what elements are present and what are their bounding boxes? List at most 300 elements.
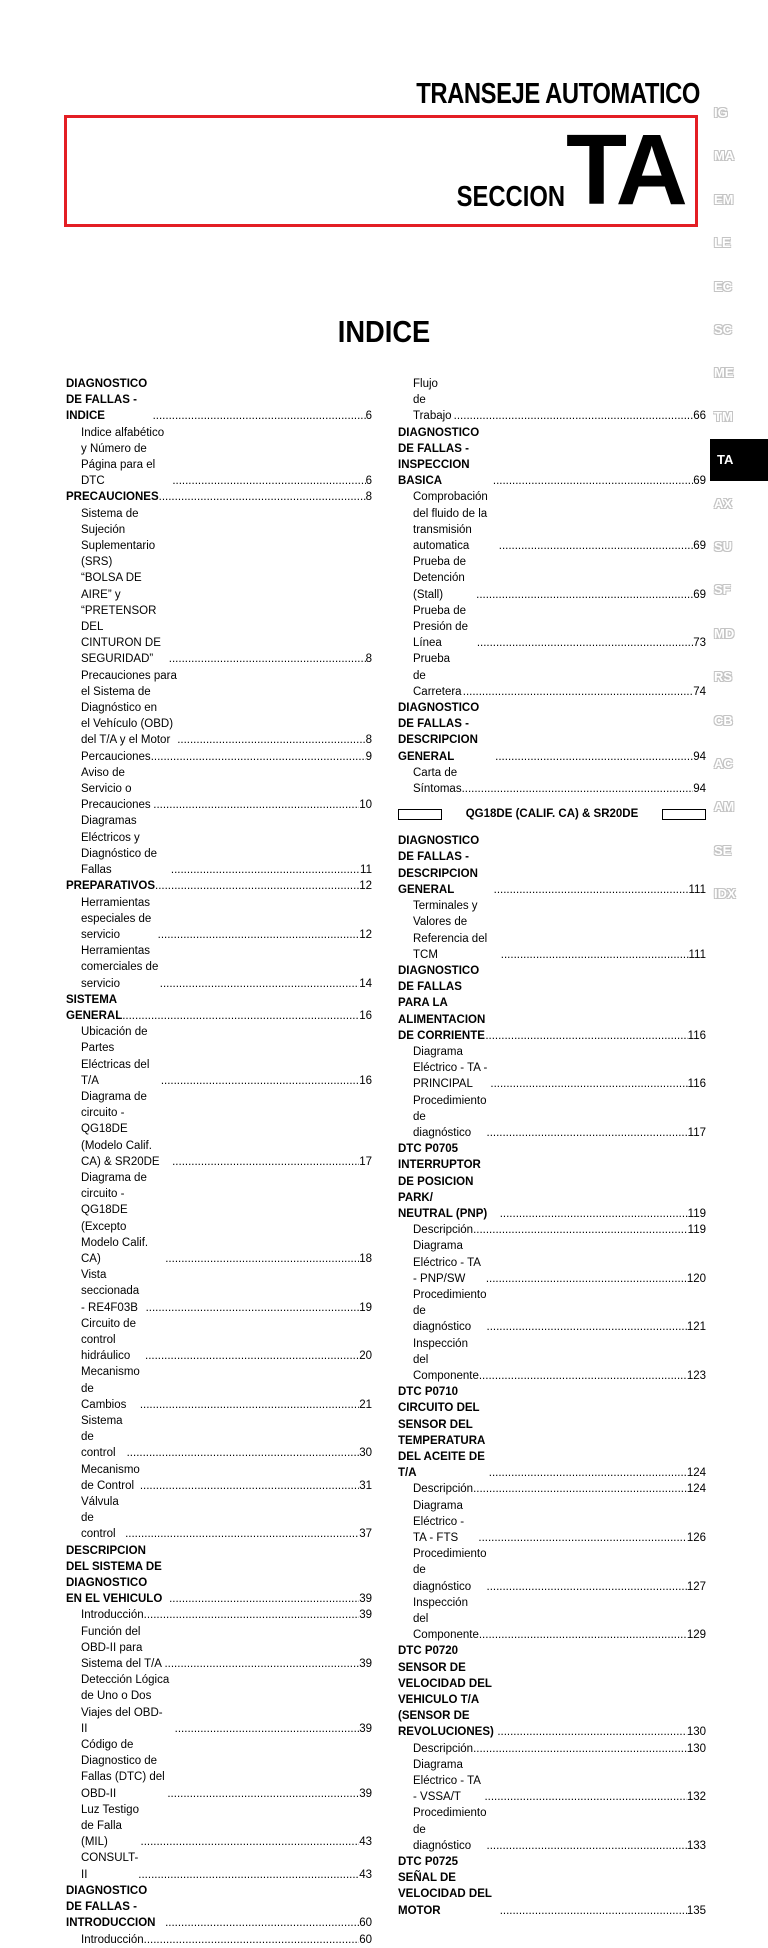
toc-entry-line: Diagrama de circuito - QG18DE (Modelo Calif. — [81, 1090, 152, 1152]
section-code: TA — [566, 114, 684, 226]
toc-entry-title — [398, 425, 493, 490]
toc-subsection-link[interactable] — [66, 1364, 372, 1413]
toc-entry-title — [81, 1850, 138, 1882]
toc-page-number: 8 — [365, 653, 372, 666]
toc-subsection-link[interactable] — [398, 376, 706, 425]
toc-section-link[interactable] — [398, 1643, 706, 1740]
tab-ec[interactable]: EC — [714, 278, 733, 294]
tab-tm[interactable]: TM — [714, 408, 733, 424]
toc-subsection-link[interactable] — [66, 1850, 372, 1882]
toc-entry-line: DIAGNOSTICO DE FALLAS - INSPECCION — [398, 426, 480, 472]
toc-entry-title — [81, 1364, 140, 1413]
dot-leader — [127, 1445, 360, 1461]
toc-page-number: 117 — [687, 1126, 706, 1139]
toc-page-number: 14 — [359, 977, 372, 990]
toc-entry-title — [66, 878, 155, 894]
dot-leader — [478, 1530, 686, 1546]
toc-entry-title — [81, 668, 177, 749]
toc-page-number: 39 — [359, 1787, 372, 1800]
toc-entry-title — [413, 1238, 486, 1287]
toc-subsection-link[interactable] — [66, 1494, 372, 1543]
toc-entry-line: TEMPERATURA DEL ACEITE DE T/A — [398, 1434, 485, 1480]
dot-leader — [140, 1397, 359, 1413]
toc-page-number: 119 — [687, 1224, 706, 1237]
toc-subsection-link[interactable] — [398, 1481, 706, 1497]
toc-page-number: 12 — [359, 880, 372, 893]
toc-entry-line: Indice alfabético y Número de Página para el — [81, 426, 165, 472]
dot-leader — [501, 947, 689, 963]
toc-subsection-link[interactable] — [66, 813, 372, 878]
tab-ta[interactable]: TA — [710, 439, 768, 481]
toc-entry-title — [81, 1624, 164, 1673]
toc-subsection-link[interactable] — [398, 603, 706, 652]
toc-subsection-link[interactable] — [66, 895, 372, 944]
toc-section-link[interactable] — [398, 700, 706, 765]
toc-entry-line: BASICA — [398, 475, 443, 488]
toc-entry-line: Procedimiento de diagnóstico — [413, 1548, 487, 1593]
dot-leader — [153, 408, 366, 424]
toc-entry-line: Diagramas Eléctricos y Diagnóstico de Fallas — [81, 815, 158, 877]
toc-entry-line: PRECAUCIONES — [66, 491, 159, 504]
dot-leader — [165, 1915, 359, 1931]
toc-entry-title — [81, 1462, 140, 1494]
dot-leader — [454, 408, 694, 424]
toc-entry-line: DIAGNOSTICO DE FALLAS - INDICE — [66, 378, 148, 423]
dot-leader — [122, 1008, 359, 1024]
toc-page-number: 30 — [359, 1447, 372, 1460]
toc-page-number: 119 — [687, 1207, 706, 1220]
toc-entry-line: CONSULT-II — [81, 1852, 139, 1881]
engine-divider-label: QG18DE (CALIF. CA) & SR20DE — [465, 808, 639, 821]
toc-entry-line: Vista seccionada - RE4F03B — [81, 1269, 140, 1314]
toc-page-number: 12 — [359, 928, 372, 941]
toc-page-number: 39 — [359, 1609, 372, 1622]
dot-leader — [164, 1656, 359, 1672]
dot-leader — [145, 1348, 359, 1364]
toc-entry-title — [81, 506, 169, 668]
toc-entry-title — [66, 1543, 169, 1608]
dot-leader — [169, 1591, 359, 1607]
toc-entry-line: Herramientas especiales de servicio — [81, 896, 152, 941]
tab-me[interactable]: ME — [714, 365, 734, 381]
toc-page-number: 6 — [365, 475, 372, 488]
toc-page-number: 16 — [359, 1074, 372, 1087]
tab-am[interactable]: AM — [714, 799, 735, 815]
toc-entry-line: DTC — [81, 475, 105, 488]
dot-leader — [144, 1607, 360, 1623]
index-heading: INDICE — [337, 314, 431, 349]
toc-entry-title — [413, 1595, 479, 1644]
toc-subsection-link[interactable] — [66, 1316, 372, 1365]
toc-entry-title — [398, 963, 485, 1044]
toc-page-number: 8 — [365, 734, 372, 747]
toc-page-number: 20 — [359, 1350, 372, 1363]
toc-subsection-link[interactable] — [66, 506, 372, 668]
toc-section-link[interactable] — [398, 1141, 706, 1222]
toc-subsection-link[interactable] — [66, 1607, 372, 1623]
toc-page-number: 21 — [359, 1398, 372, 1411]
toc-entry-title — [398, 833, 494, 898]
toc-entry-title — [413, 898, 501, 963]
dot-leader — [161, 1073, 359, 1089]
toc-entry-line: Diagrama de circuito - QG18DE (Excepto — [81, 1171, 147, 1233]
toc-subsection-link[interactable] — [398, 898, 706, 963]
toc-section-link[interactable] — [66, 489, 372, 505]
tab-ig[interactable]: IG — [714, 105, 728, 120]
dot-leader — [487, 1319, 687, 1335]
toc-entry-line: Percauciones — [81, 750, 151, 763]
toc-page-number: 94 — [693, 750, 706, 763]
toc-section-link[interactable] — [398, 1854, 706, 1919]
toc-page-number: 69 — [693, 475, 706, 488]
toc-page-number: 130 — [686, 1742, 706, 1755]
dot-leader — [144, 1932, 360, 1948]
toc-subsection-link[interactable] — [398, 1741, 706, 1757]
toc-subsection-link[interactable] — [398, 489, 706, 554]
toc-section-link[interactable] — [66, 992, 372, 1024]
toc-entry-line: Carta de Síntomas — [413, 766, 462, 796]
tab-sc[interactable]: SC — [714, 322, 733, 337]
toc-entry-line: OBD-II — [81, 1787, 117, 1800]
toc-right-top — [398, 376, 706, 797]
toc-entry-line: II — [81, 1722, 88, 1735]
toc-entry-line: Válvula de control — [81, 1496, 119, 1541]
toc-page-number: 74 — [693, 685, 706, 698]
toc-subsection-link[interactable] — [398, 1498, 706, 1547]
dot-leader — [463, 684, 693, 700]
toc-page-number: 8 — [365, 491, 372, 504]
toc-subsection-link[interactable] — [66, 668, 372, 749]
tab-se[interactable]: SE — [714, 842, 732, 858]
toc-entry-title — [81, 1024, 161, 1089]
toc-right-column — [398, 376, 706, 1919]
toc-entry-line: el Vehículo (OBD) del T/A y el Motor — [81, 718, 174, 747]
toc-entry-line: Procedimiento de diagnóstico — [413, 1094, 487, 1139]
engine-divider — [398, 799, 706, 829]
toc-entry-line: EN EL VEHICULO — [66, 1593, 163, 1606]
toc-left-column — [66, 376, 372, 1948]
toc-entry-title — [413, 1222, 473, 1238]
dot-leader — [473, 1222, 688, 1238]
toc-entry-title — [398, 700, 495, 765]
toc-entry-line: Detección Lógica de Uno o Dos Viajes del OBD- — [81, 1674, 170, 1719]
toc-entry-line: Diagrama Eléctrico - TA - PRINCIPAL — [413, 1045, 488, 1091]
toc-page-number: 94 — [693, 783, 706, 796]
toc-entry-title — [81, 425, 172, 490]
dot-leader — [177, 732, 365, 748]
toc-page-number: 43 — [359, 1868, 372, 1881]
toc-entry-line: “BOLSA DE AIRE” y “PRETENSOR DEL — [81, 572, 157, 634]
toc-page-number: 127 — [686, 1580, 706, 1593]
toc-entry-line: ALIMENTACION DE CORRIENTE — [398, 1013, 486, 1042]
dot-leader — [146, 1300, 360, 1316]
toc-page-number: 43 — [359, 1836, 372, 1849]
toc-subsection-link[interactable] — [398, 1287, 706, 1336]
toc-entry-line: GENERAL — [398, 750, 455, 763]
tab-cb[interactable]: CB — [714, 712, 733, 728]
toc-subsection-link[interactable] — [66, 1624, 372, 1673]
dot-leader — [171, 862, 360, 878]
toc-section-link[interactable] — [398, 425, 706, 490]
toc-page-number: 123 — [686, 1369, 706, 1382]
toc-section-link[interactable] — [66, 1883, 372, 1932]
toc-entry-line: DIAGNOSTICO DE FALLAS - DESCRIPCION — [398, 835, 480, 880]
toc-entry-title — [81, 813, 171, 878]
toc-entry-line: Herramientas comerciales de servicio — [81, 945, 159, 990]
toc-entry-line: Diagrama Eléctrico - TA - FTS — [413, 1499, 465, 1545]
dot-leader — [479, 1627, 687, 1643]
toc-entry-line: DESCRIPCION DEL SISTEMA DE DIAGNOSTICO — [66, 1544, 162, 1590]
toc-entry-line: Flujo de Trabajo — [413, 378, 452, 423]
toc-entry-title — [66, 376, 153, 425]
toc-entry-title — [413, 1093, 487, 1142]
toc-entry-line: Procedimiento de diagnóstico — [413, 1807, 487, 1852]
toc-entry-title — [398, 1141, 500, 1222]
toc-subsection-link[interactable] — [66, 1462, 372, 1494]
toc-entry-title — [81, 1413, 127, 1462]
toc-subsection-link[interactable] — [66, 1672, 372, 1737]
toc-subsection-link[interactable] — [398, 1093, 706, 1142]
toc-page-number: 111 — [688, 883, 706, 896]
toc-entry-line: Procedimiento de diagnóstico — [413, 1288, 487, 1334]
toc-subsection-link[interactable] — [66, 1802, 372, 1851]
toc-entry-line: Función del OBD-II para Sistema del T/A — [81, 1625, 162, 1671]
manual-title: TRANSEJE AUTOMATICO — [416, 78, 700, 110]
toc-entry-line: Precauciones para el Sistema de Diagnóstico en — [81, 669, 177, 715]
toc-page-number: 18 — [359, 1252, 372, 1265]
toc-entry-line: Modelo Calif. CA) — [81, 1236, 149, 1265]
toc-entry-line: CINTURON DE SEGURIDAD” — [81, 637, 161, 666]
toc-page-number: 116 — [687, 1029, 706, 1042]
dot-leader — [165, 1251, 359, 1267]
toc-entry-title — [413, 1498, 478, 1547]
toc-page-number: 116 — [687, 1078, 706, 1091]
dot-leader — [155, 878, 359, 894]
toc-entry-title — [81, 749, 151, 765]
toc-entry-title — [81, 1494, 125, 1543]
toc-subsection-link[interactable] — [66, 1170, 372, 1267]
toc-entry-title — [413, 1546, 487, 1595]
toc-entry-title — [81, 1802, 141, 1851]
toc-page-number: 10 — [359, 799, 372, 812]
tab-md[interactable]: MD — [714, 625, 735, 641]
toc-right-bottom — [398, 833, 706, 1919]
toc-entry-line: Inspección del Componente — [413, 1337, 479, 1382]
toc-entry-title — [413, 1044, 490, 1093]
toc-subsection-link[interactable] — [66, 1413, 372, 1462]
toc-page-number: 11 — [360, 864, 372, 877]
toc-subsection-link[interactable] — [66, 943, 372, 992]
tab-ac[interactable]: AC — [714, 756, 733, 771]
toc-subsection-link[interactable] — [398, 651, 706, 700]
toc-entry-line: DTC P0720 SENSOR DE VELOCIDAD DEL — [398, 1645, 492, 1690]
toc-entry-title — [81, 765, 153, 814]
tab-ma[interactable]: MA — [714, 148, 735, 164]
toc-entry-title — [413, 1336, 479, 1385]
dot-leader — [497, 1724, 687, 1740]
toc-entry-title — [413, 603, 477, 652]
dot-leader — [158, 927, 360, 943]
toc-page-number: 69 — [693, 588, 706, 601]
section-label: SECCION — [456, 181, 565, 213]
toc-subsection-link[interactable] — [66, 425, 372, 490]
toc-subsection-link[interactable] — [398, 1222, 706, 1238]
toc-entry-line: Descripción — [413, 1483, 474, 1496]
toc-subsection-link[interactable] — [66, 1737, 372, 1802]
toc-entry-line: Prueba de Detención (Stall) — [413, 556, 467, 601]
toc-page-number: 129 — [686, 1629, 706, 1642]
toc-subsection-link[interactable] — [66, 749, 372, 765]
toc-entry-title — [413, 489, 499, 554]
toc-page-number: 6 — [365, 410, 372, 423]
toc-entry-title — [81, 1672, 175, 1737]
dot-leader — [140, 1478, 359, 1494]
dot-leader — [487, 1579, 687, 1595]
toc-page-number: 19 — [359, 1301, 372, 1314]
toc-page-number: 60 — [359, 1917, 372, 1930]
tab-ax[interactable]: AX — [714, 495, 733, 511]
toc-entry-title — [413, 376, 454, 425]
toc-subsection-link[interactable] — [66, 1089, 372, 1170]
toc-entry-line: DTC P0705 INTERRUPTOR DE POSICION PARK/ — [398, 1143, 481, 1204]
toc-section-link[interactable] — [398, 963, 706, 1044]
tab-le[interactable]: LE — [714, 235, 731, 251]
tab-rs[interactable]: RS — [714, 669, 733, 685]
toc-entry-line: Ubicación de Partes Eléctricas del T/A — [81, 1026, 150, 1087]
toc-entry-line: DTC P0725 SEÑAL DE VELOCIDAD DEL MOTOR — [398, 1856, 492, 1917]
toc-entry-line: Descripción — [413, 1224, 474, 1237]
toc-entry-title — [413, 1481, 473, 1497]
toc-entry-title — [413, 1805, 487, 1854]
dot-leader — [500, 1903, 687, 1919]
dot-leader — [477, 635, 693, 651]
toc-entry-title — [81, 1170, 165, 1267]
toc-entry-title — [66, 992, 122, 1024]
toc-entry-line: DTC P0710 CIRCUITO DEL SENSOR DEL — [398, 1386, 480, 1431]
tab-sf[interactable]: SF — [714, 582, 731, 598]
dot-leader — [493, 473, 693, 489]
toc-subsection-link[interactable] — [398, 554, 706, 603]
toc-entry-line: Prueba de Carretera — [413, 653, 462, 698]
toc-page-number: 31 — [359, 1479, 372, 1492]
toc-entry-line: NEUTRAL (PNP) — [398, 1207, 488, 1220]
tab-su[interactable]: SU — [714, 539, 733, 554]
toc-subsection-link[interactable] — [398, 1805, 706, 1854]
toc-page-number: 66 — [693, 410, 706, 423]
toc-subsection-link[interactable] — [398, 1336, 706, 1385]
dot-leader — [160, 976, 359, 992]
toc-entry-line: SISTEMA GENERAL — [66, 993, 123, 1022]
toc-entry-title — [81, 943, 160, 992]
toc-subsection-link[interactable] — [398, 1757, 706, 1806]
toc-subsection-link[interactable] — [398, 1238, 706, 1287]
toc-page-number: 124 — [686, 1483, 706, 1496]
divider-box-right — [662, 809, 706, 820]
toc-entry-title — [66, 1883, 165, 1932]
toc-page-number: 121 — [686, 1321, 706, 1334]
toc-entry-line: PREPARATIVOS — [66, 880, 156, 893]
dot-leader — [489, 1465, 687, 1481]
toc-section-link[interactable] — [66, 376, 372, 425]
toc-section-link[interactable] — [398, 833, 706, 898]
toc-entry-line: DIAGNOSTICO DE FALLAS - INTRODUCCION — [66, 1884, 156, 1930]
toc-subsection-link[interactable] — [66, 1024, 372, 1089]
toc-subsection-link[interactable] — [398, 765, 706, 797]
toc-entry-line: Mecanismo de Cambios — [81, 1366, 140, 1411]
toc-subsection-link[interactable] — [66, 1932, 372, 1948]
toc-section-link[interactable] — [66, 1543, 372, 1608]
dot-leader — [479, 1368, 687, 1384]
toc-entry-line: Terminales y Valores de Referencia del TCM — [413, 900, 488, 961]
tab-idx[interactable]: IDX — [714, 886, 736, 902]
toc-page-number: 124 — [686, 1467, 706, 1480]
toc-entry-title — [81, 1316, 145, 1365]
toc-entry-title — [398, 1854, 500, 1919]
toc-page-number: 39 — [359, 1722, 372, 1735]
toc-section-link[interactable] — [66, 878, 372, 894]
dot-leader — [462, 781, 694, 797]
toc-entry-line: VEHICULO T/A (SENSOR DE REVOLUCIONES) — [398, 1694, 494, 1739]
toc-page-number: 133 — [686, 1839, 706, 1852]
dot-leader — [473, 1481, 687, 1497]
toc-entry-line: Inspección del Componente — [413, 1596, 479, 1642]
dot-leader — [141, 1834, 360, 1850]
toc-page-number: 130 — [686, 1726, 706, 1739]
toc-entry-title — [398, 1384, 489, 1481]
toc-page-number: 73 — [693, 637, 706, 650]
toc-page-number: 17 — [359, 1155, 372, 1168]
toc-entry-line: Descripción — [413, 1742, 474, 1755]
tab-em[interactable]: EM — [714, 191, 734, 207]
toc-page-number: 132 — [686, 1791, 706, 1804]
toc-entry-line: CA) & SR20DE — [81, 1155, 160, 1168]
toc-page-number: 69 — [693, 540, 706, 553]
toc-page-number: 9 — [365, 750, 372, 763]
toc-page-number: 120 — [686, 1272, 706, 1285]
toc-subsection-link[interactable] — [66, 765, 372, 814]
dot-leader — [473, 1741, 687, 1757]
toc-entry-title — [81, 1737, 167, 1802]
toc-page-number: 37 — [359, 1528, 372, 1541]
toc-entry-line: Introducción — [81, 1933, 144, 1946]
dot-leader — [169, 651, 366, 667]
toc-subsection-link[interactable] — [66, 1267, 372, 1316]
toc-section-link[interactable] — [398, 1384, 706, 1481]
dot-leader — [476, 587, 693, 603]
toc-entry-line: Luz Testigo de Falla (MIL) — [81, 1803, 139, 1849]
dot-leader — [495, 749, 693, 765]
toc-entry-title — [413, 765, 462, 797]
dot-leader — [490, 1076, 687, 1092]
toc-subsection-link[interactable] — [398, 1546, 706, 1595]
toc-subsection-link[interactable] — [398, 1595, 706, 1644]
dot-leader — [172, 473, 365, 489]
toc-subsection-link[interactable] — [398, 1044, 706, 1093]
dot-leader — [175, 1721, 360, 1737]
dot-leader — [125, 1526, 359, 1542]
toc-entry-line: Diagrama Eléctrico - TA - PNP/SW — [413, 1240, 481, 1285]
toc-entry-line: Mecanismo de Control — [81, 1463, 140, 1492]
dot-leader — [159, 489, 366, 505]
divider-box-left — [398, 809, 442, 820]
dot-leader — [500, 1206, 688, 1222]
toc-entry-line: DIAGNOSTICO DE FALLAS - DESCRIPCION — [398, 702, 480, 747]
toc-entry-title — [413, 1757, 484, 1806]
toc-entry-title — [81, 895, 158, 944]
dot-leader — [153, 797, 359, 813]
dot-leader — [151, 749, 366, 765]
toc-entry-line: Sistema de control — [81, 1415, 123, 1460]
